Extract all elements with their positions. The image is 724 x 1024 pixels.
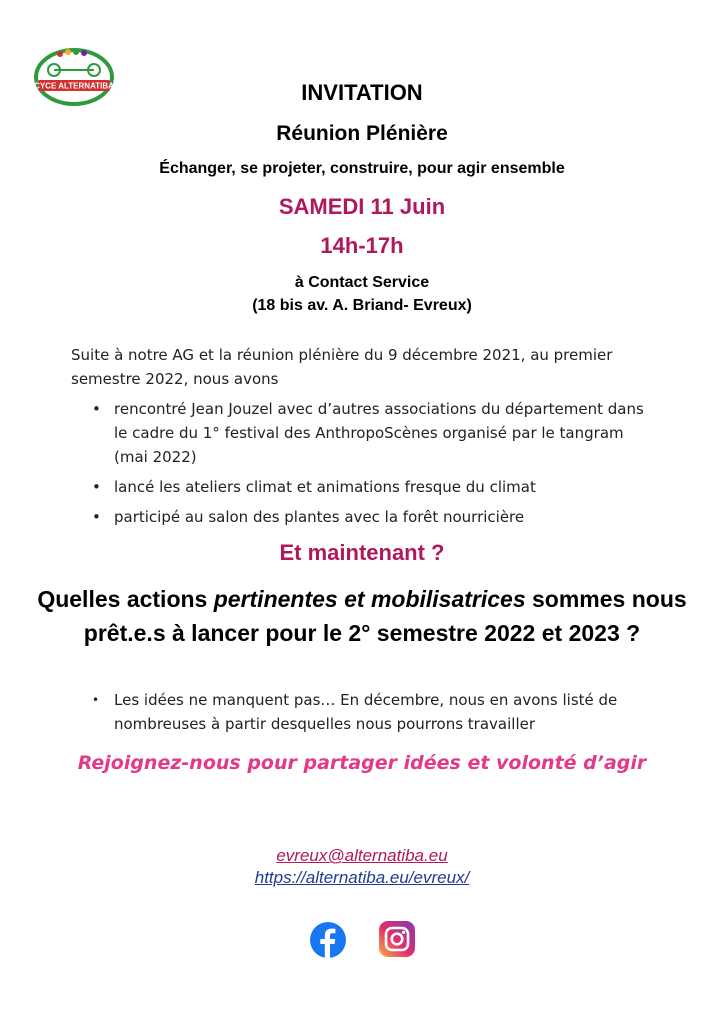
email-link[interactable]: evreux@alternatiba.eu xyxy=(276,846,448,865)
ideas-list xyxy=(92,688,652,736)
question-part2: sommes nous prêt.e.s à lancer pour le 2° semestre 2022 et 2023 ? xyxy=(83,586,687,646)
meeting-title: Réunion Plénière xyxy=(276,122,448,145)
question-italic: pertinentes et mobilisatrices xyxy=(213,586,526,612)
event-location: à Contact Service xyxy=(294,274,430,291)
website-link[interactable]: https://alternatiba.eu/evreux/ xyxy=(254,868,470,887)
question-part1: Quelles actions xyxy=(37,586,214,612)
list-item: • participé au salon des plantes avec la forêt nourricière xyxy=(92,505,652,529)
event-address: (18 bis av. A. Briand- Evreux) xyxy=(252,297,472,314)
now-heading: Et maintenant ? xyxy=(279,540,445,565)
intro-paragraph: Suite à notre AG et la réunion plénière du 9 décembre 2021, au premier semestre 2022, nous avons xyxy=(71,346,613,388)
list-item: • lancé les ateliers climat et animations fresque du climat xyxy=(92,475,652,499)
list-item: • rencontré Jean Jouzel avec d’autres associations du département dans le cadre du 1° festival des AnthropoScènes organisé par le tangram (mai 2022) xyxy=(92,397,652,469)
list-item: • Les idées ne manquent pas… En décembre, nous en avons listé de nombreuses à partir desquelles nous pourrons travailler xyxy=(92,688,652,736)
tagline: Échanger, se projeter, construire, pour agir ensemble xyxy=(159,160,565,177)
accomplishments-list xyxy=(92,397,652,535)
instagram-icon[interactable] xyxy=(378,920,416,958)
facebook-icon[interactable] xyxy=(309,921,347,959)
event-time: 14h-17h xyxy=(320,233,404,258)
invitation-title: INVITATION xyxy=(301,80,423,105)
question-heading xyxy=(0,582,724,650)
svg-text:CYCE ALTERNATIBA: CYCE ALTERNATIBA xyxy=(34,81,114,91)
join-call: Rejoignez-nous pour partager idées et volonté d’agir xyxy=(77,752,647,774)
event-date: SAMEDI 11 Juin xyxy=(278,194,446,219)
